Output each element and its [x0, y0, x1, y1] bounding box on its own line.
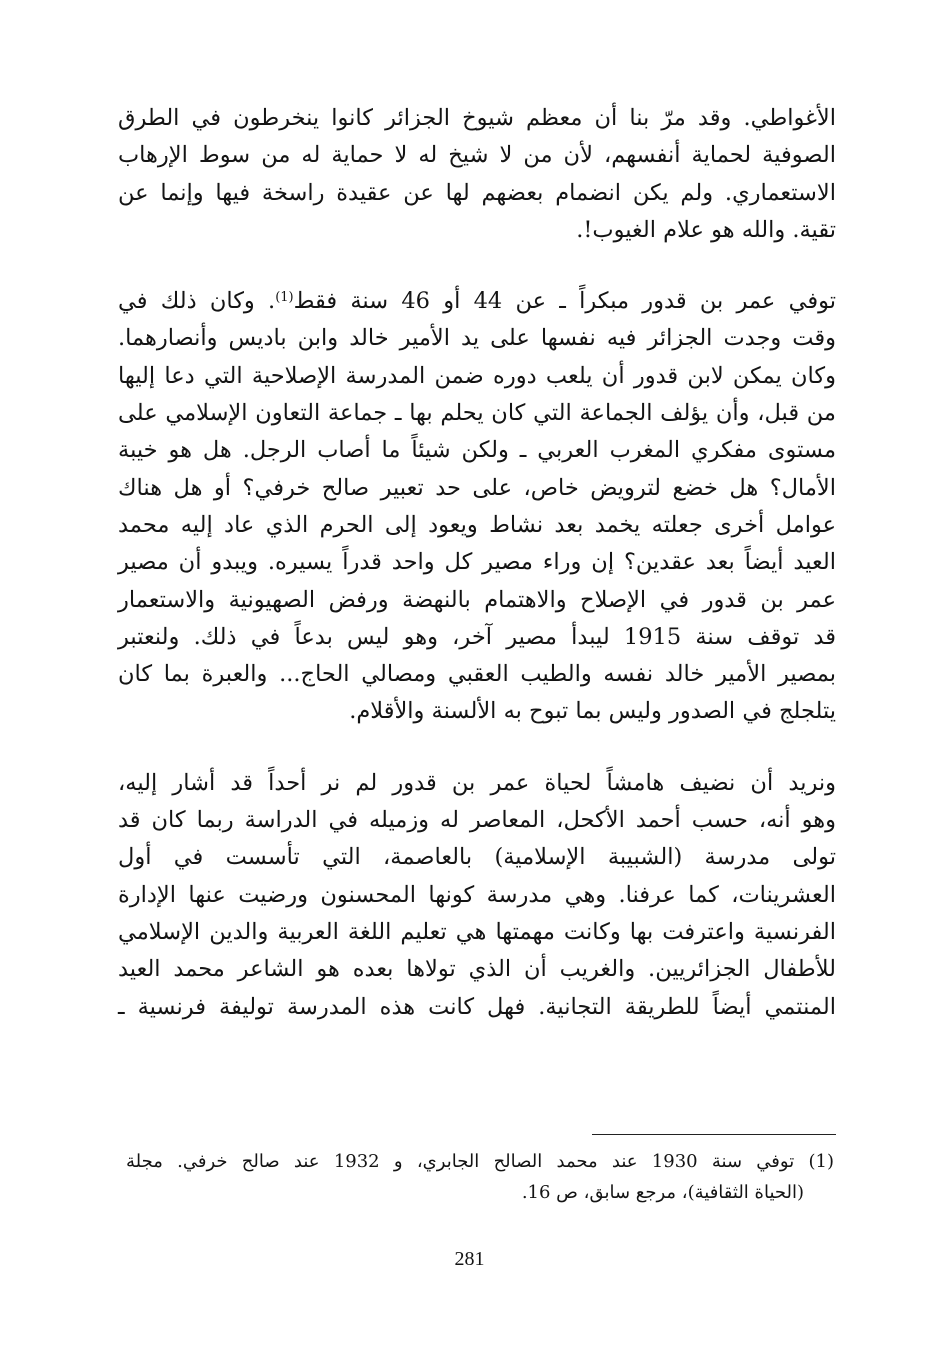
text-line: تولى مدرسة (الشبيبة الإسلامية) بالعاصمة، التي تأسست في أول [118, 844, 836, 871]
text-line: الصوفية لحماية أنفسهم، لأن من لا شيخ له لا حماية له من سوط الإرهاب [118, 142, 836, 169]
text-line: وقت وجدت الجزائر فيه نفسها على يد الأمير خالد وابن باديس وأنصارهما. [118, 325, 836, 352]
footnote-line: (الحياة الثقافية)، مرجع سابق، ص 16. [521, 1182, 804, 1203]
text-line: من قبل، وأن يؤلف الجماعة التي كان يحلم بها ـ جماعة التعاون الإسلامي على [118, 400, 836, 427]
text-line: للأطفال الجزائريين. والغريب أن الذي تولاها بعده هو الشاعر محمد العيد [118, 956, 836, 983]
text-line-start: توفي عمر بن قدور مبكراً ـ عن 44 أو 46 سنة فقط [293, 288, 836, 315]
text-line: وكان يمكن لابن قدور أن يلعب دوره ضمن المدرسة الإصلاحية التي دعا إليها [118, 362, 836, 389]
paragraph-3 [118, 765, 836, 1026]
footnote-reference[interactable]: (1) [275, 290, 294, 306]
text-line: تقية. والله هو علام الغيوب!. [576, 216, 836, 243]
text-line: مستوى مفكري المغرب العربي ـ ولكن شيئاً ما أصاب الرجل. هل هو خيبة [118, 437, 836, 464]
text-line: الأغواطي. وقد مرّ بنا أن معظم شيوخ الجزائر كانوا ينخرطون في الطرق [118, 105, 836, 131]
text-line: يتلجلج في الصدور وليس بما تبوح به الألسنة والأقلام. [349, 698, 836, 725]
text-line: الفرنسية واعترفت بها وكانت مهمتها هي تعليم اللغة العربية والدين الإسلامي [118, 918, 836, 945]
text-line-end: . وكان ذلك في [118, 288, 276, 315]
text-line: العيد أيضاً بعد عقدين؟ إن وراء مصير كل واحد قدراً يسيره. ويبدو أن مصير [118, 549, 836, 576]
text-line: قد توقف سنة 1915 ليبدأ مصير آخر، وهو ليس بدعاً في ذلك. ولنعتبر [118, 623, 836, 650]
text-line: عوامل أخرى جعلته يخمد بعد نشاط ويعود إلى الحرم الذي عاد إليه محمد [118, 511, 836, 538]
text-line: العشرينات، كما عرفنا. وهي مدرسة كونها المحسنون ورضيت عنها الإدارة [118, 881, 836, 908]
text-line: عمر بن قدور في الإصلاح والاهتمام بالنهضة ورفض الصهيونية والاستعمار [118, 586, 836, 613]
text-line-with-footnote [118, 283, 836, 320]
text-line: وهو أنه، حسب أحمد الأكحل، المعاصر له وزميله في الدراسة ربما كان قد [118, 807, 836, 834]
footnote [126, 1146, 834, 1208]
page-number: 281 [454, 1248, 485, 1270]
text-line: ونريد أن نضيف هامشاً لحياة عمر بن قدور لم نر أحداً قد أشار إليه، [118, 769, 836, 796]
page-body [118, 100, 836, 1026]
text-line: بمصير الأمير خالد نفسه والطيب العقبي ومصالي الحاج... والعبرة بما كان [118, 661, 836, 688]
text-line: الاستعماري. ولم يكن انضمام بعضهم لها عن عقيدة راسخة فيها وإنما عن [118, 179, 836, 206]
paragraph-2 [118, 283, 836, 731]
text-line: الأمال؟ هل خضع لترويض خاص، على حد تعبير صالح خرفي؟ أو هل هناك [118, 474, 836, 501]
footnote-line: (1) توفي سنة 1930 عند محمد الصالح الجابري، و 1932 عند صالح خرفي. مجلة [126, 1151, 834, 1172]
text-line: المنتمي أيضاً للطريقة التجانية. فهل كانت هذه المدرسة توليفة فرنسية ـ [118, 993, 836, 1020]
footnote-divider [592, 1134, 836, 1135]
paragraph-1 [118, 100, 836, 249]
